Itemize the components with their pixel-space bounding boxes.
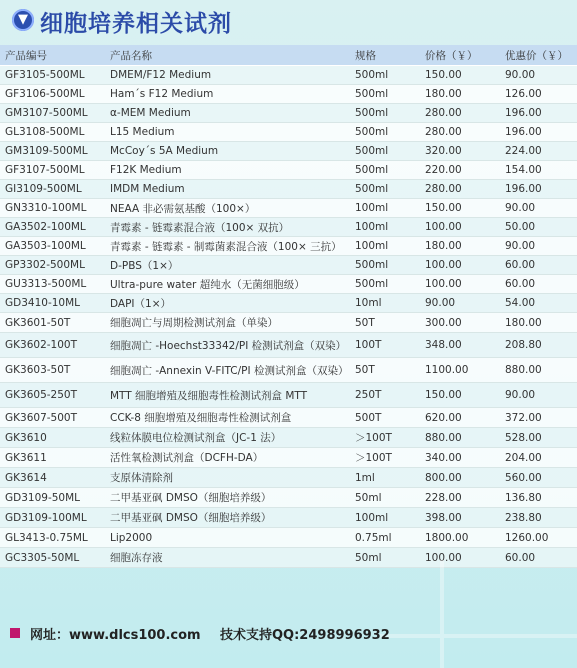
product-discount-price: 50.00: [500, 218, 577, 237]
product-spec: 50ml: [350, 548, 420, 568]
product-name: 活性氧检测试剂盒（DCFH-DA）: [105, 448, 350, 468]
footer-bullet-icon: [10, 628, 20, 638]
title-bar: [0, 0, 577, 44]
product-name: CCK-8 细胞增殖及细胞毒性检测试剂盒: [105, 408, 350, 428]
product-code: GP3302-500ML: [0, 256, 105, 275]
table-row: [0, 448, 577, 468]
product-code: GK3605-250T: [0, 383, 105, 408]
table-row: [0, 104, 577, 123]
product-price: 100.00: [420, 256, 500, 275]
product-discount-price: 90.00: [500, 199, 577, 218]
table-row: [0, 85, 577, 104]
product-discount-price: 136.80: [500, 488, 577, 508]
product-code: GD3109-50ML: [0, 488, 105, 508]
product-price: 280.00: [420, 104, 500, 123]
product-price: 348.00: [420, 333, 500, 358]
product-code: GD3109-100ML: [0, 508, 105, 528]
table-row: [0, 358, 577, 383]
product-spec: ＞100T: [350, 448, 420, 468]
product-name: Ham´s F12 Medium: [105, 85, 350, 104]
product-name: 细胞凋亡与周期检测试剂盒（单染）: [105, 313, 350, 333]
product-price: 1100.00: [420, 358, 500, 383]
product-price: 180.00: [420, 85, 500, 104]
table-row: [0, 528, 577, 548]
product-code: GK3611: [0, 448, 105, 468]
product-name: L15 Medium: [105, 123, 350, 142]
product-discount-price: 1260.00: [500, 528, 577, 548]
product-name: DAPI（1×）: [105, 294, 350, 313]
product-spec: 50T: [350, 358, 420, 383]
product-spec: 500ml: [350, 104, 420, 123]
product-spec: 50ml: [350, 488, 420, 508]
table-row: [0, 275, 577, 294]
product-spec: 100ml: [350, 237, 420, 256]
column-header: 优惠价（￥）: [500, 45, 577, 66]
product-name: McCoy´s 5A Medium: [105, 142, 350, 161]
product-name: DMEM/F12 Medium: [105, 66, 350, 85]
product-discount-price: 90.00: [500, 237, 577, 256]
table-row: [0, 161, 577, 180]
product-price: 180.00: [420, 237, 500, 256]
product-price: 228.00: [420, 488, 500, 508]
product-code: GK3610: [0, 428, 105, 448]
product-name: 二甲基亚砜 DMSO（细胞培养级）: [105, 488, 350, 508]
product-code: GK3601-50T: [0, 313, 105, 333]
product-discount-price: 372.00: [500, 408, 577, 428]
product-price: 220.00: [420, 161, 500, 180]
table-row: [0, 468, 577, 488]
product-price: 150.00: [420, 199, 500, 218]
table-header-row: [0, 45, 577, 66]
website-link[interactable]: 网址：www.dlcs100.com: [30, 628, 201, 643]
product-code: GK3603-50T: [0, 358, 105, 383]
product-code: GD3410-10ML: [0, 294, 105, 313]
product-table: [0, 45, 577, 568]
product-name: D-PBS（1×）: [105, 256, 350, 275]
product-discount-price: 196.00: [500, 123, 577, 142]
background-decoration: [380, 560, 577, 668]
product-price: 880.00: [420, 428, 500, 448]
product-spec: 100ml: [350, 218, 420, 237]
product-spec: 1ml: [350, 468, 420, 488]
table-row: [0, 408, 577, 428]
product-spec: 250T: [350, 383, 420, 408]
table-row: [0, 333, 577, 358]
product-name: F12K Medium: [105, 161, 350, 180]
column-header: 价格（￥）: [420, 45, 500, 66]
table-row: [0, 218, 577, 237]
product-price: 280.00: [420, 123, 500, 142]
product-price: 320.00: [420, 142, 500, 161]
product-name: IMDM Medium: [105, 180, 350, 199]
product-name: 细胞凋亡 -Annexin V-FITC/PI 检测试剂盒（双染）: [105, 358, 350, 383]
footer: [0, 620, 577, 648]
product-name: α-MEM Medium: [105, 104, 350, 123]
product-discount-price: 224.00: [500, 142, 577, 161]
product-code: GK3607-500T: [0, 408, 105, 428]
product-spec: ＞100T: [350, 428, 420, 448]
product-spec: 500ml: [350, 142, 420, 161]
table-row: [0, 383, 577, 408]
product-code: GK3602-100T: [0, 333, 105, 358]
product-price: 150.00: [420, 66, 500, 85]
page-title: 细胞培养相关试剂: [40, 11, 232, 37]
product-code: GL3413-0.75ML: [0, 528, 105, 548]
product-name: 线粒体膜电位检测试剂盒（JC-1 法）: [105, 428, 350, 448]
support-qq: 技术支持QQ:2498996932: [220, 628, 390, 643]
product-discount-price: 204.00: [500, 448, 577, 468]
product-name: 青霉素 - 链霉素混合液（100× 双抗）: [105, 218, 350, 237]
column-header: 产品名称: [105, 45, 350, 66]
product-price: 340.00: [420, 448, 500, 468]
product-discount-price: 880.00: [500, 358, 577, 383]
product-spec: 500ml: [350, 123, 420, 142]
table-row: [0, 123, 577, 142]
product-price: 150.00: [420, 383, 500, 408]
arrow-down-circle-icon: ▼: [12, 9, 34, 31]
product-discount-price: 528.00: [500, 428, 577, 448]
product-name: 支原体清除剂: [105, 468, 350, 488]
product-discount-price: 90.00: [500, 383, 577, 408]
product-spec: 10ml: [350, 294, 420, 313]
table-body: [0, 66, 577, 568]
product-discount-price: 180.00: [500, 313, 577, 333]
product-code: GN3310-100ML: [0, 199, 105, 218]
table-row: [0, 294, 577, 313]
product-name: Ultra-pure water 超纯水（无菌细胞级）: [105, 275, 350, 294]
product-price: 398.00: [420, 508, 500, 528]
table-row: [0, 313, 577, 333]
product-price: 100.00: [420, 218, 500, 237]
product-code: GM3109-500ML: [0, 142, 105, 161]
product-price: 800.00: [420, 468, 500, 488]
product-code: GF3107-500ML: [0, 161, 105, 180]
product-code: GU3313-500ML: [0, 275, 105, 294]
product-price: 90.00: [420, 294, 500, 313]
product-spec: 50T: [350, 313, 420, 333]
product-price: 620.00: [420, 408, 500, 428]
product-price: 100.00: [420, 548, 500, 568]
product-spec: 100T: [350, 333, 420, 358]
product-code: GF3106-500ML: [0, 85, 105, 104]
table-row: [0, 508, 577, 528]
product-spec: 500ml: [350, 180, 420, 199]
table-row: [0, 237, 577, 256]
product-spec: 500ml: [350, 85, 420, 104]
product-spec: 500ml: [350, 66, 420, 85]
product-discount-price: 126.00: [500, 85, 577, 104]
product-spec: 500ml: [350, 256, 420, 275]
table-row: [0, 428, 577, 448]
product-spec: 100ml: [350, 199, 420, 218]
table-row: [0, 199, 577, 218]
product-discount-price: 90.00: [500, 66, 577, 85]
product-code: GK3614: [0, 468, 105, 488]
product-name: NEAA 非必需氨基酸（100×）: [105, 199, 350, 218]
product-code: GI3109-500ML: [0, 180, 105, 199]
product-discount-price: 208.80: [500, 333, 577, 358]
product-discount-price: 154.00: [500, 161, 577, 180]
product-spec: 500ml: [350, 161, 420, 180]
product-price: 300.00: [420, 313, 500, 333]
column-header: 规格: [350, 45, 420, 66]
product-name: Lip2000: [105, 528, 350, 548]
product-discount-price: 560.00: [500, 468, 577, 488]
product-spec: 100ml: [350, 508, 420, 528]
product-discount-price: 54.00: [500, 294, 577, 313]
product-code: GF3105-500ML: [0, 66, 105, 85]
product-spec: 0.75ml: [350, 528, 420, 548]
product-name: 细胞冻存液: [105, 548, 350, 568]
product-name: MTT 细胞增殖及细胞毒性检测试剂盒 MTT: [105, 383, 350, 408]
product-discount-price: 196.00: [500, 104, 577, 123]
product-code: GL3108-500ML: [0, 123, 105, 142]
product-code: GM3107-500ML: [0, 104, 105, 123]
product-name: 二甲基亚砜 DMSO（细胞培养级）: [105, 508, 350, 528]
product-price: 280.00: [420, 180, 500, 199]
product-discount-price: 238.80: [500, 508, 577, 528]
product-discount-price: 196.00: [500, 180, 577, 199]
product-price: 100.00: [420, 275, 500, 294]
product-discount-price: 60.00: [500, 256, 577, 275]
product-code: GC3305-50ML: [0, 548, 105, 568]
table-row: [0, 180, 577, 199]
product-discount-price: 60.00: [500, 548, 577, 568]
table-row: [0, 142, 577, 161]
column-header: 产品编号: [0, 45, 105, 66]
table-row: [0, 488, 577, 508]
product-code: GA3502-100ML: [0, 218, 105, 237]
table-row: [0, 66, 577, 85]
product-code: GA3503-100ML: [0, 237, 105, 256]
product-name: 细胞凋亡 -Hoechst33342/PI 检测试剂盒（双染）: [105, 333, 350, 358]
product-spec: 500ml: [350, 275, 420, 294]
product-price: 1800.00: [420, 528, 500, 548]
table-row: [0, 256, 577, 275]
product-spec: 500T: [350, 408, 420, 428]
product-discount-price: 60.00: [500, 275, 577, 294]
product-name: 青霉素 - 链霉素 - 制霉菌素混合液（100× 三抗）: [105, 237, 350, 256]
